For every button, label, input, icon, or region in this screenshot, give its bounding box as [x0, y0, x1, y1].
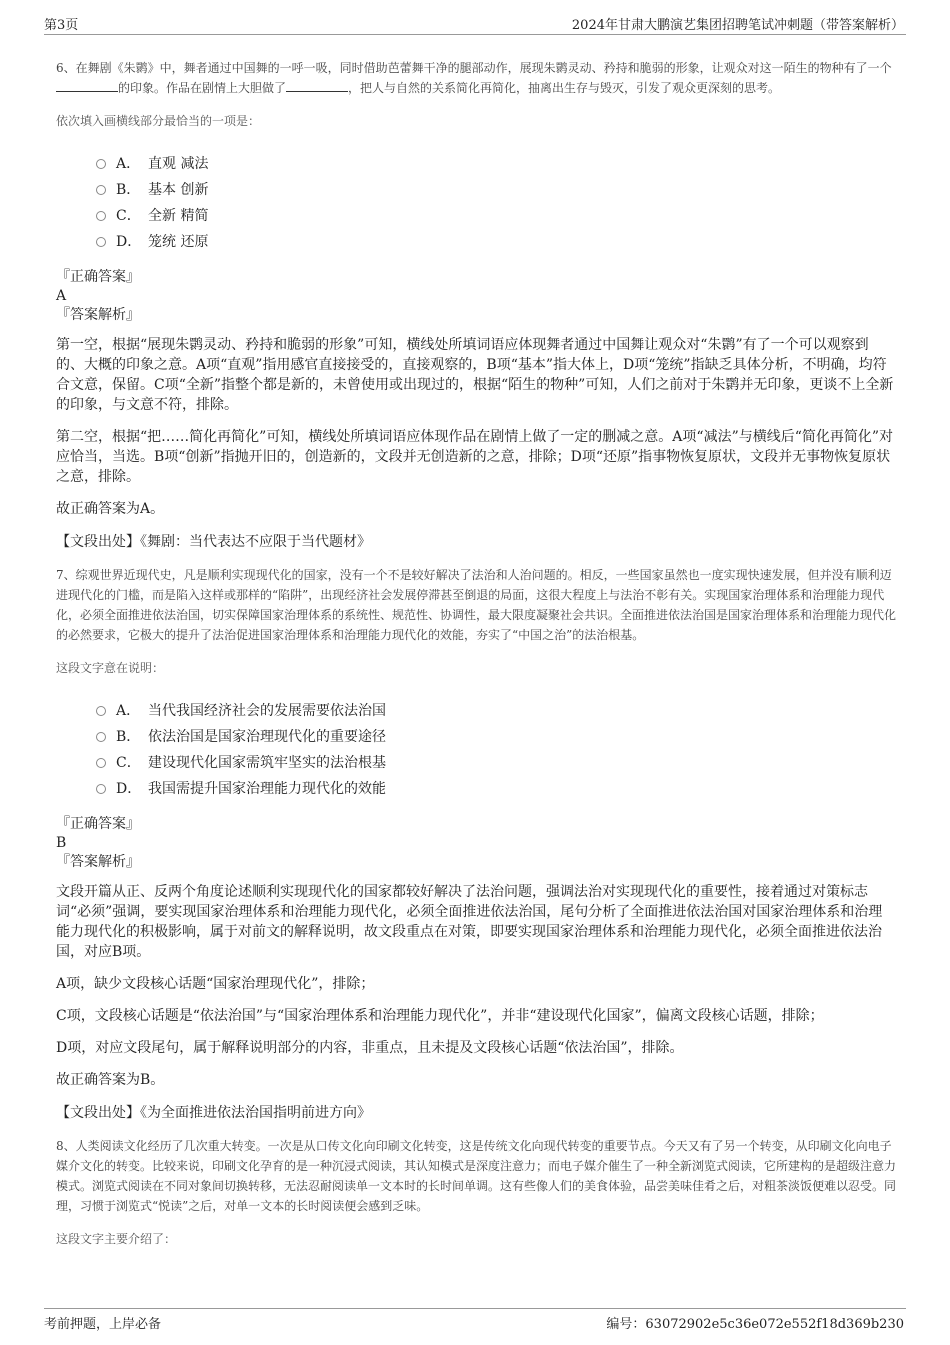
analysis-label: 『答案解析』 — [56, 854, 140, 870]
option-c[interactable]: C． 全新 精简 — [96, 203, 896, 229]
radio-icon[interactable] — [96, 185, 106, 195]
question-prompt: 依次填入画横线部分最恰当的一项是： — [56, 114, 261, 128]
question-prompt: 这段文字意在说明： — [56, 661, 165, 675]
document-title: 2024年甘肃大鹏演艺集团招聘笔试冲刺题（带答案解析） — [571, 18, 904, 33]
question-7 — [56, 565, 896, 1122]
option-a[interactable]: A． 当代我国经济社会的发展需要依法治国 — [96, 698, 896, 724]
analysis-paragraph: C项，文段核心话题是“依法治国”与“国家治理体系和治理能力现代化”，并非“建设现代化国家”，偏离文段核心话题，排除； — [56, 1008, 824, 1024]
source-citation: 【文段出处】《为全面推进依法治国指明前进方向》 — [56, 1105, 371, 1121]
answer-label: 『正确答案』 — [56, 269, 140, 285]
analysis-label: 『答案解析』 — [56, 307, 140, 323]
option-b[interactable]: B． 基本 创新 — [96, 177, 896, 203]
radio-icon[interactable] — [96, 758, 106, 768]
question-stem: 7、综观世界近现代史，凡是顺利实现现代化的国家，没有一个不是较好解决了法治和人治问题的。相反，一些国家虽然也一度实现快速发展，但并没有顺利迈进现代化的门槛，而是陷入这样或那样的“陷阱”，出现经济社会发展停滞甚至倒退的局面，这很大程度上与法治不彰有关。实现国家治理体系和治理能力现代化，必须全面推进依法治国，切实保障国家治理体系的系统性、规范性、协调性，最大限度凝聚社会共识。全面推进依法治国是国家治理体系和治理能力现代化的必然要求，它极大的提升了法治促进国家治理体系和治理能力现代化的效能，夯实了“中国之治”的法治根基。 — [56, 568, 897, 642]
option-a[interactable]: A． 直观 减法 — [96, 151, 896, 177]
analysis-paragraph: A项，缺少文段核心话题“国家治理现代化”，排除； — [56, 976, 375, 992]
footer-slogan: 考前押题，上岸必备 — [44, 1317, 162, 1332]
answer-value: A — [56, 288, 67, 304]
option-b[interactable]: B． 依法治国是国家治理现代化的重要途径 — [96, 724, 896, 750]
blank-line — [286, 79, 348, 92]
answer-label: 『正确答案』 — [56, 816, 140, 832]
radio-icon[interactable] — [96, 159, 106, 169]
analysis-conclusion: 故正确答案为B。 — [56, 1072, 165, 1088]
page-number: 第3页 — [44, 18, 79, 33]
page-footer — [44, 1308, 906, 1332]
option-c[interactable]: C． 建设现代化国家需筑牢坚实的法治根基 — [96, 750, 896, 776]
analysis-paragraph: 第二空，根据“把……简化再简化”可知，横线处所填词语应体现作品在剧情上做了一定的删减之意。A项“减法”与横线后“简化再简化”对应恰当，当选。B项“创新”指抛开旧的，创造新的，文段并无创造新的之意，排除；D项“还原”指事物恢复原状，文段并无事物恢复原状之意，排除。 — [56, 429, 894, 485]
radio-icon[interactable] — [96, 784, 106, 794]
radio-icon[interactable] — [96, 237, 106, 247]
option-d[interactable]: D． 笼统 还原 — [96, 229, 896, 255]
document-id: 编号：63072902e5c36e072e552f18d369b230 — [606, 1317, 904, 1332]
option-d[interactable]: D． 我国需提升国家治理能力现代化的效能 — [96, 776, 896, 802]
radio-icon[interactable] — [96, 706, 106, 716]
question-prompt: 这段文字主要介绍了： — [56, 1232, 177, 1246]
question-stem: 8、人类阅读文化经历了几次重大转变。一次是从口传文化向印刷文化转变，这是传统文化向现代转变的重要节点。今天又有了另一个转变，从印刷文化向电子媒介文化的转变。比较来说，印刷文化孕育的是一种沉浸式阅读，其认知模式是深度注意力；而电子媒介催生了一种全新浏览式阅读，它所建构的是超级注意力模式。浏览式阅读在不同对象间切换转移，无法忍耐阅读单一文本时的长时间单调。这有些像人们的美食体验，品尝美味佳肴之后，对粗茶淡饭便难以忍受。同理，习惯于浏览式“悦读”之后，对单一文本的长时阅读便会感到乏味。 — [56, 1139, 897, 1213]
option-list — [96, 698, 896, 802]
document-body — [56, 58, 896, 1269]
question-stem: 6、在舞剧《朱鹮》中，舞者通过中国舞的一呼一吸，同时借助芭蕾舞干净的腿部动作，展现朱鹮灵动、矜持和脆弱的形象，让观众对这一陌生的物种有了一个的印象。作品在剧情上大胆做了 ，把人与自然的关系简化再简化，抽离出生存与毁灭，引发了观众更深刻的思考。 — [56, 61, 892, 95]
radio-icon[interactable] — [96, 211, 106, 221]
question-8 — [56, 1136, 896, 1247]
radio-icon[interactable] — [96, 732, 106, 742]
analysis-paragraph: 第一空，根据“展现朱鹮灵动、矜持和脆弱的形象”可知，横线处所填词语应体现舞者通过中国舞让观众对“朱鹮”有了一个可以观察到的、大概的印象之意。A项“直观”指用感官直接接受的，直接观察的，B项“基本”指大体上，D项“笼统”指缺乏具体分析，不明确，均符合文意，保留。C项“全新”指整个都是新的，未曾使用或出现过的，根据“陌生的物种”可知，人们之前对于朱鹮并无印象，更谈不上全新的印象，与文意不符，排除。 — [56, 337, 894, 413]
answer-value: B — [56, 835, 67, 851]
option-list — [96, 151, 896, 255]
analysis-paragraph: D项，对应文段尾句，属于解释说明部分的内容，非重点，且未提及文段核心话题“依法治国”，排除。 — [56, 1040, 684, 1056]
question-6 — [56, 58, 896, 551]
source-citation: 【文段出处】《舞剧：当代表达不应限于当代题材》 — [56, 534, 371, 550]
analysis-conclusion: 故正确答案为A。 — [56, 501, 165, 517]
analysis-paragraph: 文段开篇从正、反两个角度论述顺利实现现代化的国家都较好解决了法治问题，强调法治对实现现代化的重要性，接着通过对策标志词“必须”强调，要实现国家治理体系和治理能力现代化，必须全面推进依法治国，尾句分析了全面推进依法治国对国家治理体系和治理能力现代化的积极影响，属于对前文的解释说明，故文段重点在对策，即要实现国家治理体系和治理能力现代化，必须全面推进依法治国，对应B项。 — [56, 884, 883, 960]
page-header — [44, 12, 906, 35]
blank-line — [56, 79, 118, 92]
